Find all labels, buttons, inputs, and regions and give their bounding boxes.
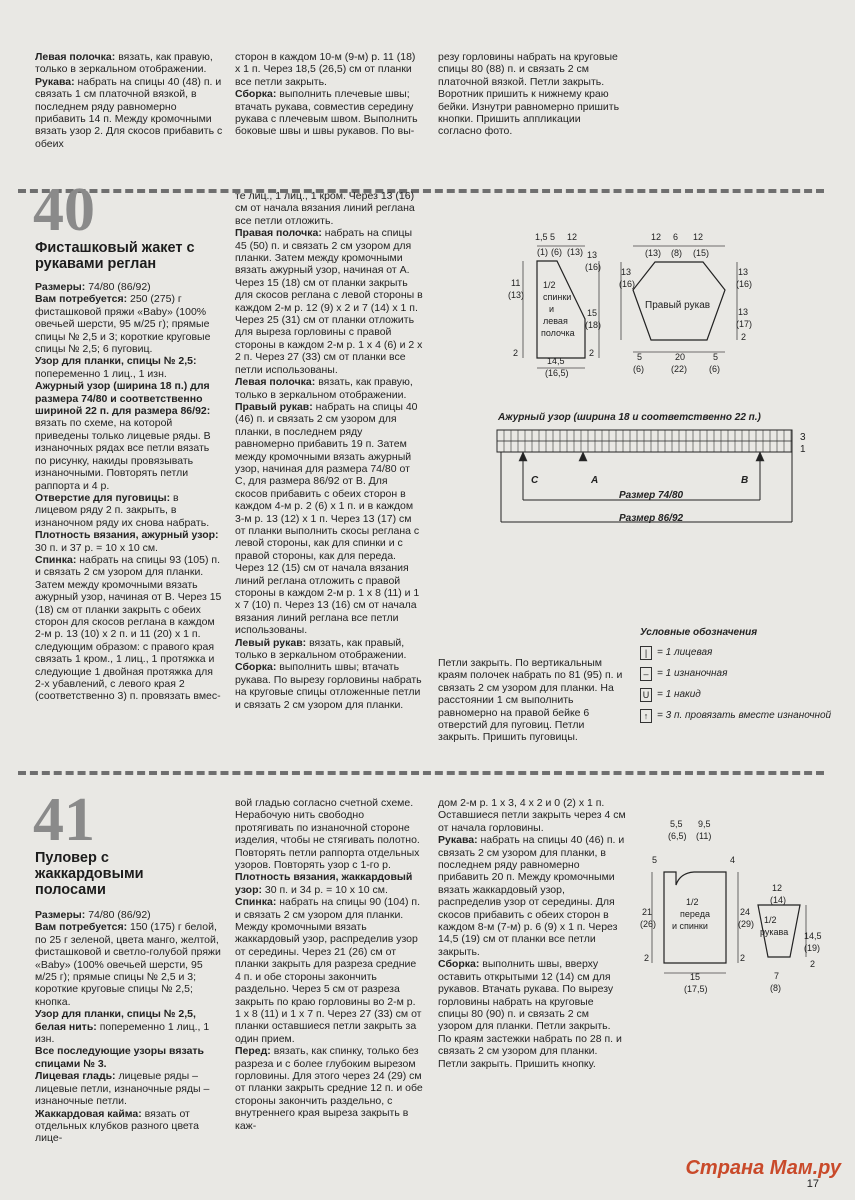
svg-text:C: C (531, 475, 539, 486)
paragraph-heading: Отверстие для пуговицы: (35, 491, 171, 504)
legend-items (640, 646, 840, 723)
paragraph-text: попеременно 1 лиц., 1 изн. (35, 1020, 210, 1046)
paragraph-text: вязать, как правую, только в зеркальном отображении. (235, 376, 413, 401)
svg-text:13: 13 (621, 267, 632, 277)
paragraph (35, 492, 223, 529)
legend-symbol-icon: | (640, 646, 652, 660)
schematic-41 (640, 815, 830, 995)
paragraph-heading: Узор для планки, спицы № 2,5: (35, 355, 197, 368)
pattern-title-41: Пуловер с жаккардовыми полосами (35, 850, 144, 898)
svg-text:13: 13 (738, 307, 749, 317)
svg-text:(15): (15) (693, 248, 710, 258)
svg-text:(16,5): (16,5) (545, 368, 569, 378)
paragraph (35, 1108, 223, 1145)
paragraph-heading: Спинка: (35, 553, 77, 566)
svg-text:2: 2 (513, 348, 519, 358)
paragraph-heading: Плотность вязания, ажурный узор: (35, 529, 219, 542)
legend-text: = 1 изнаночная (657, 668, 728, 679)
svg-text:1/2: 1/2 (764, 915, 777, 925)
pattern-title-40: Фисташковый жакет с рукавами реглан (35, 240, 195, 272)
svg-text:(29): (29) (738, 919, 755, 929)
paragraph-heading: Левая полочка: (35, 51, 116, 63)
paragraph (235, 896, 423, 1045)
paragraph-heading: Перед: (235, 1045, 271, 1058)
paragraph-text: набрать на спицы 40 (48) п. и связать 1 см платочной вязкой, в последнем ряду равномерно прибавить 14 п. Между кромочными вязать узор 2. Для скосов прибавить с обеих (35, 75, 223, 150)
paragraph-heading: Все последующие узоры вязать спицами № 3. (35, 1045, 205, 1070)
paragraph-text: резу горловины набрать на круговые спицы 80 (88) п. и связать 2 см платочной вязкой. Петли закрыть. Воротник пришить к нижнему краю бейки. Изнутри равномерно пришить кнопки. Пришить аппликации согласно фото. (438, 51, 620, 138)
paragraph (35, 293, 223, 355)
svg-text:A: A (591, 475, 599, 486)
paragraph-heading: Размеры: (35, 909, 86, 921)
svg-text:12: 12 (651, 232, 662, 242)
paragraph-text: набрать на спицы 90 (104) п. и связать 2 см узором для планки. Между кромочными вязать жаккардовый узор, распределив узор от середины. Через 21 (26) см от планки закрыть для разреза средние 4 п. и обе стороны закончить раздельно. Через 5 см от разреза закрыть по краю горловины во 2-м р. 1 х 8 (11) и 1 х 7 п. Через 27 (33) см от планки оставшиеся петли закрыть за один прием. (235, 896, 422, 1045)
s40-col-2 (235, 190, 423, 711)
paragraph (35, 51, 223, 76)
svg-text:(18): (18) (585, 320, 602, 330)
svg-text:(6): (6) (633, 364, 644, 374)
paragraph-text: выполнить плечевые швы; втачать рукава, совместив середину рукава с плечевым швом. Выполнить боковые швы и швы рукавов. По вы- (235, 88, 418, 138)
svg-text:1/2: 1/2 (543, 280, 556, 290)
paragraph (35, 1045, 223, 1070)
svg-text:14,5: 14,5 (547, 356, 565, 366)
svg-text:12: 12 (567, 232, 578, 242)
section-divider-2 (18, 771, 824, 775)
svg-text:5: 5 (652, 855, 658, 865)
paragraph-heading: Рукава: (438, 834, 478, 847)
paragraph (438, 834, 626, 958)
svg-text:21: 21 (642, 907, 653, 917)
svg-text:(6): (6) (709, 364, 720, 374)
paragraph-heading: Лицевая гладь: (35, 1070, 116, 1083)
svg-text:20: 20 (675, 352, 686, 362)
svg-text:7: 7 (774, 971, 780, 981)
paragraph-heading: Жаккардовая кайма: (35, 1107, 142, 1120)
pattern-number-41: 41 (33, 786, 95, 854)
svg-text:(13): (13) (508, 290, 525, 300)
svg-text:(16): (16) (619, 279, 636, 289)
paragraph-text: набрать на спицы 40 (46) п. и связать 2 см узором для планки, в последнем ряду равномерно прибавить 19 п. Затем между кромочными вязать ажурный узор, начиная для размера 74/80 от С, для размера 86/92 от В. Для скосов прибавить с обеих сторон в каждом 4-м р. 2 (6) х 1 п. и в каждом 3-м р. 13 (12) х 1 п. Через 13 (17) см от планки выполнить скосы реглана с левой стороны, как для спинки и с правой стороны, как для переда. Через 12 (15) см от начала вязания линий реглана отложить с правой стороны в каждом 2-м р. 1 х 8 (11) и 1 х 7 (10) п. Через 13 (16) см от начала вязания линий реглана все петли использованы. (235, 400, 420, 637)
paragraph-text: набрать на спицы 45 (50) п. и связать 2 см узором для планки. Затем между кромочными вязать ажурный узор, начиная от А. Через 15 (18) см от планки закрыть для скосов реглана с левой стороны в каждом 2-м р. 12 (9) х 2 и 7 (14) х 1 п. Через 25 (31) см от планки отложить для выреза горловины с правой стороны в каждом 2-м р. 1 х 4 (6) и 2 х 2 п. Через 27 (33) см от планки все петли использованы. (235, 227, 423, 376)
svg-text:14,5: 14,5 (804, 931, 822, 941)
paragraph (35, 529, 223, 554)
svg-text:3: 3 (800, 432, 806, 443)
svg-text:5: 5 (637, 352, 643, 362)
svg-text:(16): (16) (736, 279, 753, 289)
s41-col-1 (35, 909, 223, 1145)
paragraph (235, 871, 423, 896)
s41-col-2 (235, 797, 423, 1132)
paragraph (35, 909, 223, 921)
paragraph-heading: Сборка: (235, 88, 277, 101)
paragraph-heading: Левая полочка: (235, 376, 316, 389)
svg-text:24: 24 (740, 907, 751, 917)
legend (640, 626, 840, 730)
paragraph (35, 76, 223, 150)
paragraph-text: вязать, как правую, только в зеркальном отображении. (35, 51, 213, 76)
watermark: Страна Мам.ру (685, 1157, 841, 1179)
svg-text:(13): (13) (567, 247, 584, 257)
legend-item (640, 646, 840, 660)
legend-text: = 1 лицевая (657, 647, 713, 658)
paragraph (235, 661, 423, 711)
svg-text:полочка: полочка (541, 328, 575, 338)
paragraph (35, 1008, 223, 1045)
svg-text:2: 2 (644, 953, 650, 963)
paragraph (35, 281, 223, 293)
top-col-1 (35, 51, 223, 150)
paragraph (438, 958, 626, 1070)
paragraph (35, 355, 223, 380)
paragraph-heading: Размеры: (35, 281, 86, 293)
svg-text:B: B (741, 475, 749, 486)
svg-text:5: 5 (713, 352, 719, 362)
paragraph (235, 88, 423, 138)
svg-text:Правый рукав: Правый рукав (645, 300, 711, 311)
legend-symbol-icon: – (640, 667, 652, 681)
svg-text:(11): (11) (696, 831, 712, 841)
paragraph-text: Петли закрыть. По вертикальным краям полочек набрать по 81 (95) п. и связать 2 см узором для планки. На расстоянии 1 см выполнить равномерно на правой бейке 6 отверстий для пуговиц. Петли закрыть. Пришить пуговицы. (438, 657, 623, 744)
svg-text:спинки: спинки (543, 292, 572, 302)
s41-col-3 (438, 797, 626, 1070)
paragraph (235, 797, 423, 871)
svg-text:и спинки: и спинки (672, 921, 708, 931)
pattern-number-40: 40 (33, 176, 95, 244)
legend-symbol-icon: U (640, 688, 652, 702)
paragraph (235, 637, 423, 662)
svg-text:Размер 86/92: Размер 86/92 (619, 513, 684, 524)
svg-text:(17): (17) (736, 319, 753, 329)
schematic-40 (505, 228, 775, 378)
paragraph-text: 74/80 (86/92) (85, 909, 151, 921)
svg-text:(14): (14) (770, 895, 787, 905)
paragraph (235, 376, 423, 401)
paragraph-text: лицевые ряды – лицевые петли, изнаночные ряды – изнаночные петли. (35, 1070, 210, 1108)
svg-text:2: 2 (589, 348, 595, 358)
svg-text:11: 11 (511, 278, 521, 288)
paragraph-text: выполнить швы; втачать рукава. По вырезу горловины набрать на круговые спицы отложенные петли и связать 2 см узором для планки. (235, 661, 422, 711)
svg-text:и: и (549, 304, 555, 314)
paragraph-text: вязать, как правый, только в зеркальном отображении. (235, 636, 407, 662)
paragraph-text: те лиц., 1 лиц., 1 кром. Через 13 (16) см от начала вязания линий реглана все петли отложить. (235, 190, 415, 227)
s40-col-3 (438, 657, 626, 744)
paragraph-text: набрать на спицы 93 (105) п. и связать 2 см узором для планки. Затем между кромочными вязать ажурный узор, начиная от В. Через 15 (18) см от планки закрыть с обеих сторон для скосов реглана в каждом 2-м р. 13 (10) х 2 п. и 11 (20) х 1 п. следующим образом: с правого края связать 1 кром., 1 лиц., 1 протяжка и следующие 1 двойная протяжка для 2-х убавлений, с левого края 2 (соответственно 3) п. провязать вмес- (35, 553, 222, 703)
legend-item (640, 688, 840, 702)
svg-text:2: 2 (740, 953, 746, 963)
legend-item (640, 667, 840, 681)
paragraph-heading: Правая полочка: (235, 227, 322, 240)
svg-text:2: 2 (741, 332, 747, 342)
paragraph-text: дом 2-м р. 1 х 3, 4 х 2 и 0 (2) х 1 п. Оставшиеся петли закрыть через 4 см от начала горловины. (438, 797, 626, 834)
legend-title: Условные обозначения (640, 627, 758, 638)
svg-text:(26): (26) (640, 919, 657, 929)
top-col-3 (438, 51, 626, 138)
svg-text:13: 13 (738, 267, 749, 277)
paragraph-text: попеременно 1 лиц., 1 изн. (35, 367, 167, 380)
paragraph (235, 401, 423, 637)
paragraph-text: набрать на спицы 40 (46) п. и связать 2 см узором для планки, в последнем ряду равномерно прибавить 20 п. Между кромочными вязать жаккардовый узор, распределив узор от середины. Для скосов прибавить с обеих сторон в каждом 8-м (7-м) р. 6 (9) х 1 п. Через 14,5 (19) см от планки все петли закрыть. (438, 834, 625, 958)
legend-text: = 3 п. провязать вместе изнаночной (657, 710, 832, 721)
svg-text:левая: левая (543, 316, 568, 326)
paragraph-heading: Правый рукав: (235, 400, 313, 413)
paragraph-heading: Вам потребуется: (35, 921, 128, 934)
paragraph-text: вой гладью согласно счетной схеме. Нерабочую нить свободно протягивать по изнаночной стороне изделия, чтобы не стягивать полотно. Повторять петли раппорта отдельных узоров. Повторять узор с 1-го р. (235, 797, 420, 872)
svg-text:1/2: 1/2 (686, 897, 699, 907)
svg-text:(19): (19) (804, 943, 821, 953)
paragraph-text: вязать по схеме, на которой приведены только лицевые ряды. В изнаночных рядах все петли вязать по рисунку, накиды провязывать изнаночными. Повторять петли раппорта и 4 р. (35, 417, 211, 492)
paragraph-heading: Узор для планки, спицы № 2,5, белая нить: (35, 1008, 196, 1033)
paragraph (35, 554, 223, 703)
paragraph-heading: Рукава: (35, 75, 75, 88)
paragraph-heading: Плотность вязания, жаккардовый узор: (235, 871, 413, 896)
paragraph (35, 380, 223, 492)
paragraph (235, 227, 423, 376)
svg-text:5: 5 (550, 232, 556, 242)
top-col-2 (235, 51, 423, 138)
paragraph-heading: Сборка: (438, 958, 480, 971)
svg-text:1: 1 (800, 444, 806, 455)
lace-chart-title: Ажурный узор (ширина 18 и соответственно 22 п.) (498, 412, 761, 423)
svg-text:15: 15 (690, 972, 701, 982)
paragraph-text: вязать от отдельных клубков разного цвета лице- (35, 1107, 199, 1145)
legend-text: = 1 накид (657, 689, 701, 700)
paragraph-text: вязать, как спинку, только без разреза и с более глубоким вырезом горловины. Для этого через 24 (29) см от планки закрыть средние 12 п. и обе стороны закончить раздельно, с внутреннего края выреза закрыть в каж- (235, 1045, 423, 1132)
front-piece-outline (537, 261, 585, 358)
legend-symbol-icon: ↑ (640, 709, 652, 723)
paragraph (235, 1045, 423, 1132)
svg-text:9,5: 9,5 (698, 819, 711, 829)
svg-text:(6): (6) (551, 247, 562, 257)
paragraph (235, 190, 423, 227)
svg-text:(8): (8) (671, 248, 682, 258)
svg-text:6: 6 (673, 232, 679, 242)
paragraph-heading: Сборка: (235, 661, 277, 674)
paragraph-heading: Спинка: (235, 896, 277, 909)
paragraph (235, 51, 423, 88)
svg-text:12: 12 (693, 232, 704, 242)
svg-text:4: 4 (730, 855, 736, 865)
svg-text:(6,5): (6,5) (668, 831, 687, 841)
paragraph-text: в лицевом ряду 2 п. закрыть, в изнаночном ряду их снова набрать. (35, 491, 210, 529)
svg-text:(16): (16) (585, 262, 602, 272)
paragraph-heading: Левый рукав: (235, 636, 307, 649)
paragraph (438, 657, 626, 744)
paragraph-heading: Вам потребуется: (35, 293, 128, 306)
svg-text:(1): (1) (537, 247, 548, 257)
paragraph (438, 797, 626, 834)
s40-col-1 (35, 281, 223, 703)
svg-text:(13): (13) (645, 248, 662, 258)
paragraph-text: 250 (275) г фисташковой пряжи «Baby» (100% овечьей шерсти, 95 м/25 г); прямые спицы № 2,5 и 3; короткие круговые спицы № 2,5; 6 пуговиц. (35, 293, 211, 356)
svg-text:(17,5): (17,5) (684, 984, 708, 994)
svg-text:5,5: 5,5 (670, 819, 683, 829)
svg-text:(22): (22) (671, 364, 688, 374)
paragraph-text: 30 п. и 34 р. = 10 х 10 см. (261, 883, 388, 896)
svg-text:рукава: рукава (760, 927, 789, 937)
legend-item (640, 709, 840, 723)
svg-text:Размер 74/80: Размер 74/80 (619, 490, 684, 501)
svg-text:12: 12 (772, 883, 783, 893)
page-number: 17 (806, 1178, 819, 1190)
paragraph-text: выполнить швы, вверху оставить открытыми 12 (14) см для рукавов. Втачать рукава. По вырезу горловины набрать на круговые спицы 80 (90) п. и связать 2 см узором для планки. Петли закрыть. По краям застежки набрать по 28 п. и связать 2 см узором для планки. Петли закрыть. Пришить кнопку. (438, 958, 622, 1070)
svg-text:(8): (8) (770, 983, 781, 993)
paragraph-text: сторон в каждом 10-м (9-м) р. 11 (18) х 1 п. Через 18,5 (26,5) см от планки все петли закрыть. (235, 51, 416, 88)
paragraph (35, 921, 223, 1008)
svg-text:2: 2 (810, 959, 816, 969)
paragraph-text: 30 п. и 37 р. = 10 х 10 см. (35, 541, 158, 554)
lace-chart (495, 425, 815, 530)
svg-text:13: 13 (587, 250, 598, 260)
paragraph-text: 150 (175) г белой, по 25 г зеленой, цвета манго, желтой, фисташковой и светло-голубой пряжи «Baby» (100% овечьей шерсти, 95 м/25 г); прямые спицы № 2,5 и 3; короткие круговые спицы № 2,5; кнопка. (35, 921, 221, 1008)
svg-text:15: 15 (587, 308, 598, 318)
chart-start-arrow-icon (579, 452, 587, 461)
paragraph (438, 51, 626, 138)
paragraph (35, 1070, 223, 1107)
paragraph-heading: Ажурный узор (ширина 18 п.) для размера 74/80 и соответственно шириной 22 п. для размера 86/92: (35, 380, 211, 418)
svg-text:переда: переда (680, 909, 710, 919)
svg-text:1,5: 1,5 (535, 232, 548, 242)
paragraph-text: 74/80 (86/92) (85, 281, 151, 293)
